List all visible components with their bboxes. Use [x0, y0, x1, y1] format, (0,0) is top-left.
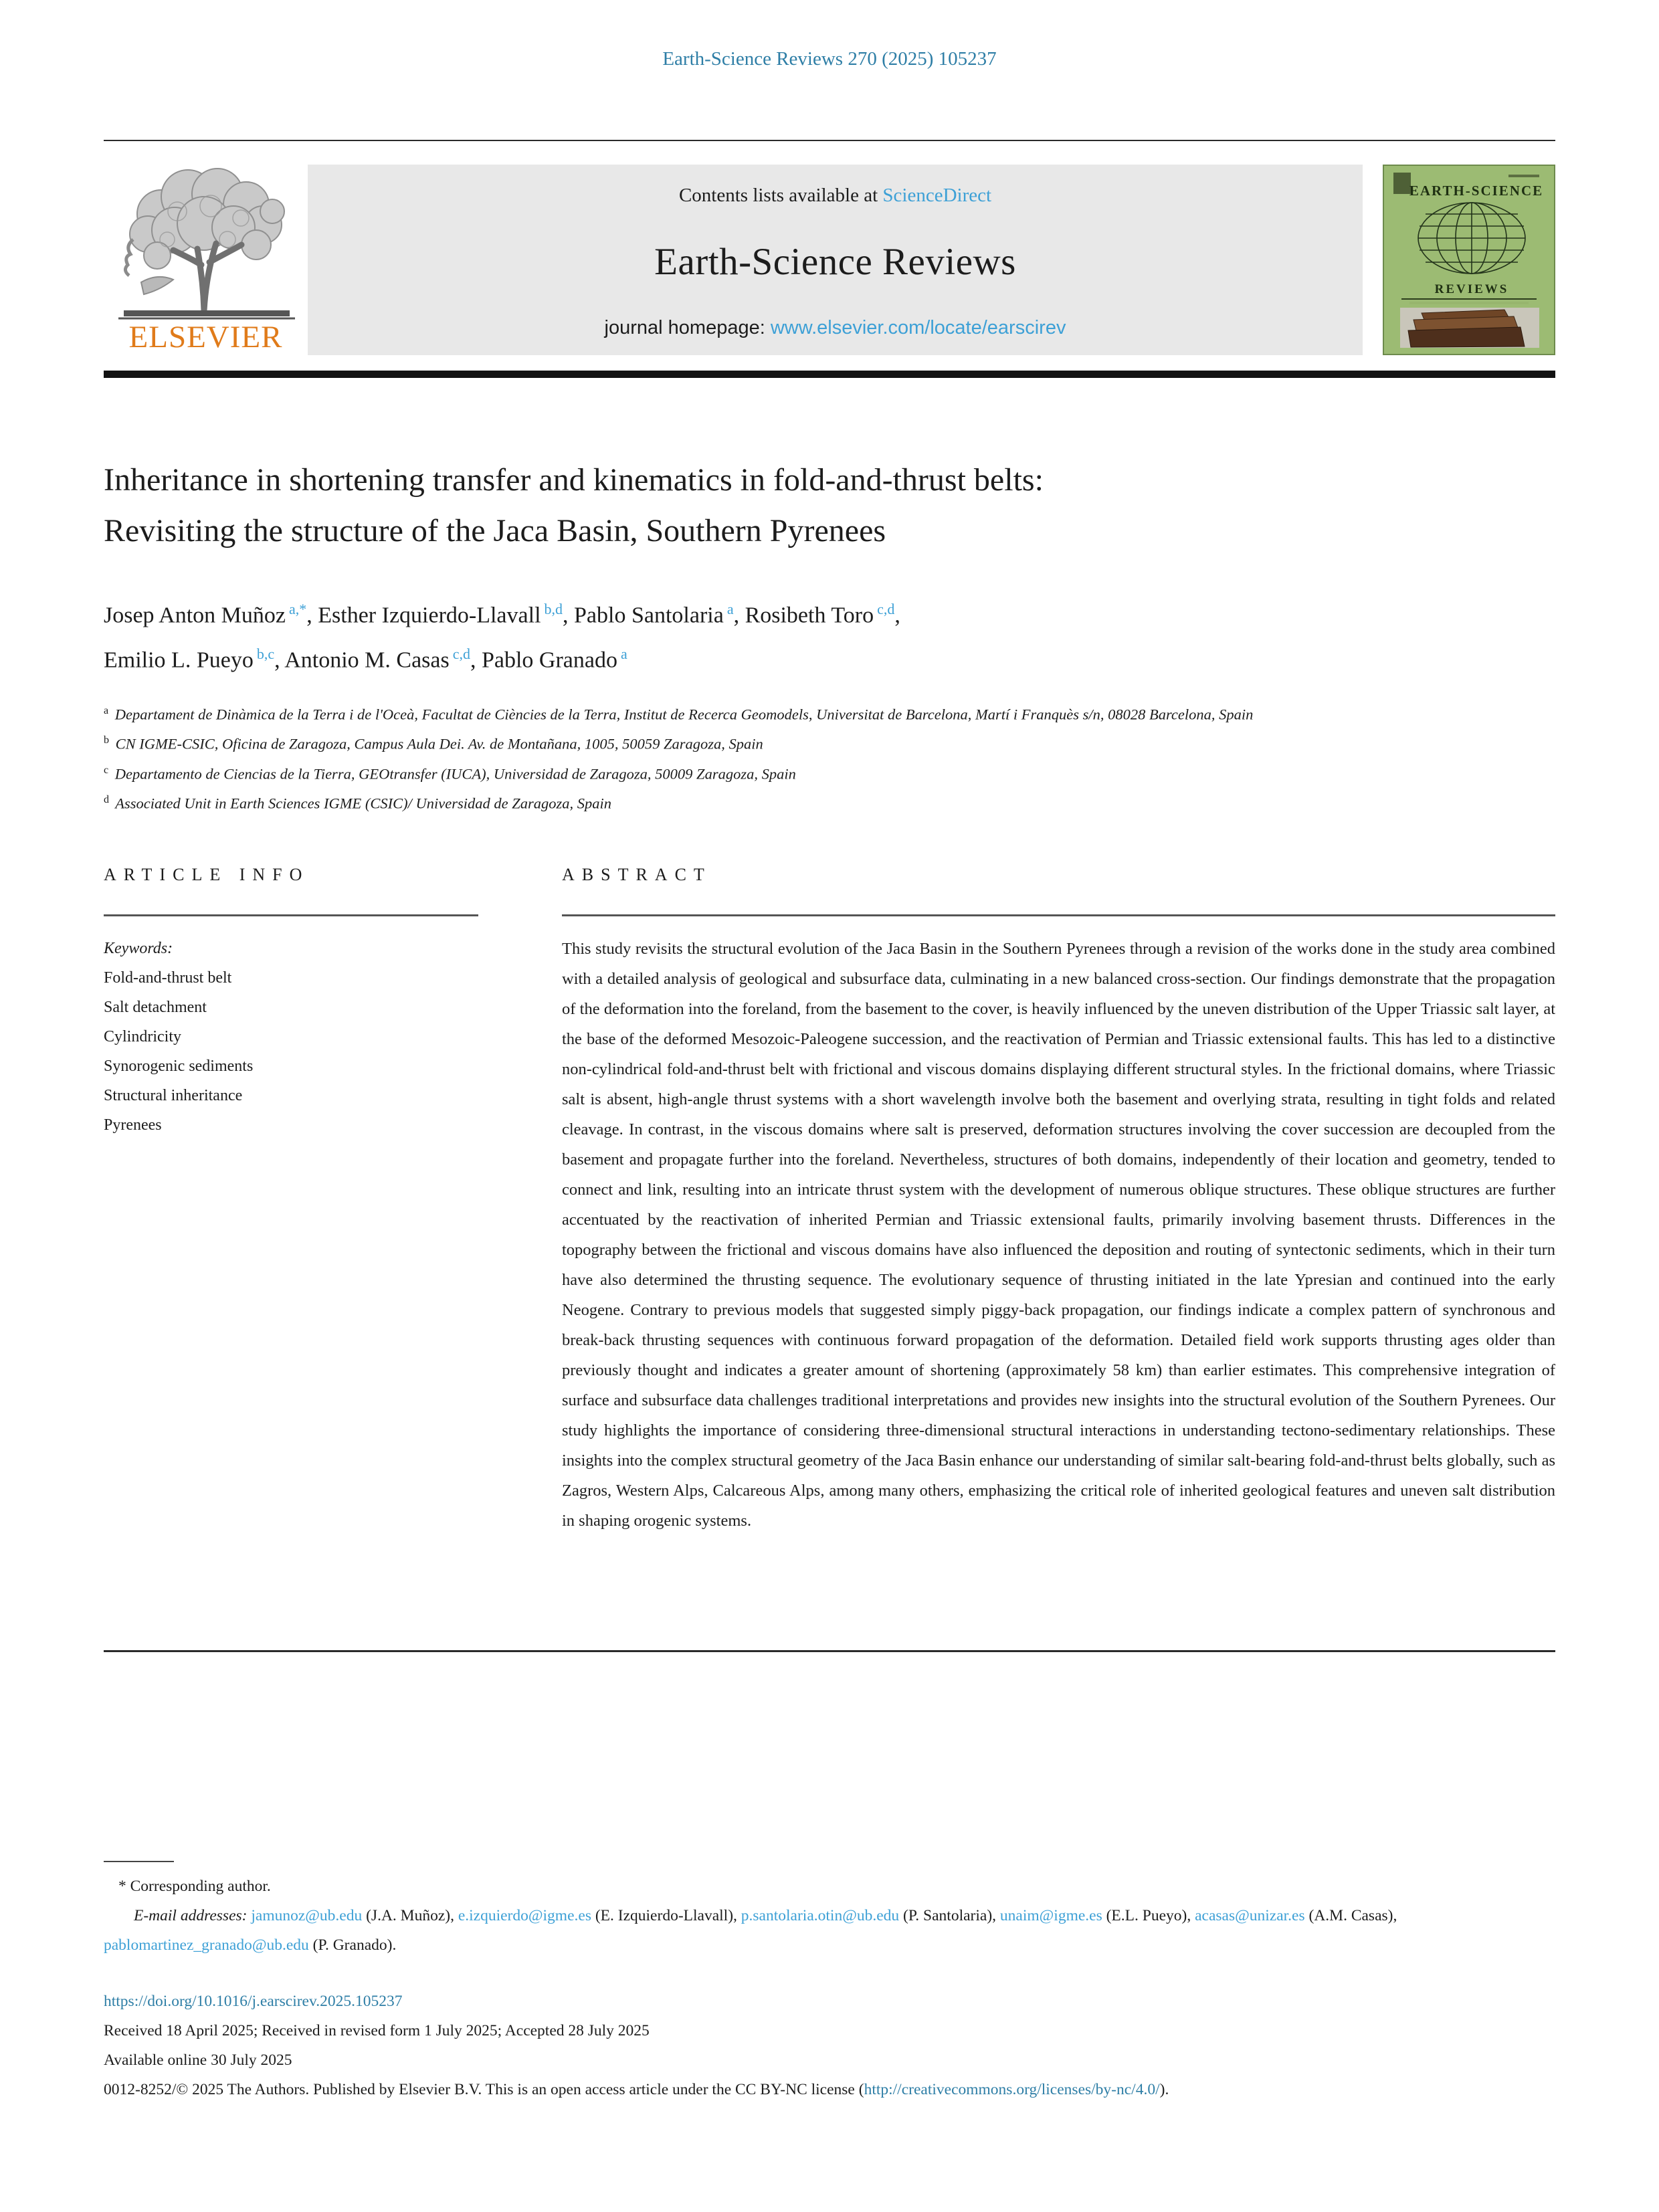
keywords-label: Keywords:: [104, 939, 173, 957]
affiliation-marker: d: [104, 794, 109, 806]
cover-rock-photo: [1400, 308, 1539, 348]
doi-line: [104, 1987, 1555, 2016]
footnotes-section: [104, 1861, 1555, 2104]
keyword-item: Synorogenic sediments: [104, 1057, 254, 1075]
email-label: E-mail addresses:: [134, 1906, 248, 1924]
author-separator: ,: [274, 647, 285, 673]
contents-prefix: Contents lists available at: [678, 185, 883, 206]
affiliation-marker: b: [104, 734, 109, 746]
doi-link[interactable]: https://doi.org/10.1016/j.earscirev.2025.105237: [104, 1992, 403, 2010]
author-line: [104, 590, 1555, 635]
copyright-line: [104, 2075, 1555, 2104]
email-owner: (P. Santolaria),: [899, 1906, 1000, 1924]
article-info-heading: ARTICLE INFO: [104, 864, 310, 884]
copyright-text: 0012-8252/© 2025 The Authors. Published by Elsevier B.V. This is an open access article under the CC BY-NC license (: [104, 2080, 864, 2098]
contents-line: [679, 185, 991, 207]
received-dates: Received 18 April 2025; Received in revised form 1 July 2025; Accepted 28 July 2025: [104, 2021, 650, 2039]
email-link[interactable]: e.izquierdo@igme.es: [458, 1906, 591, 1924]
cover-title-top: EARTH-SCIENCE: [1409, 183, 1544, 199]
author-name: Esther Izquierdo-Llavall: [318, 603, 541, 628]
abstract-heading: ABSTRACT: [562, 864, 712, 884]
header-top-rule: [104, 140, 1555, 141]
journal-banner: [104, 165, 1555, 355]
email-link[interactable]: acasas@unizar.es: [1195, 1906, 1305, 1924]
keyword-list: [104, 963, 478, 1140]
homepage-prefix: journal homepage:: [604, 317, 771, 338]
footnote-rule: [104, 1861, 174, 1862]
article-title-line2: Revisiting the structure of the Jaca Basin, Southern Pyrenees: [104, 513, 886, 548]
author-name: Pablo Granado: [481, 647, 617, 673]
article-info-column: [104, 865, 478, 1140]
author-superscript: a: [726, 601, 734, 617]
author-separator: ,: [894, 603, 900, 628]
journal-cover-art: [1383, 165, 1555, 355]
author-name: Rosibeth Toro: [745, 603, 874, 628]
cover-mini-logo: [1393, 173, 1411, 194]
abstract-column: [562, 865, 1555, 1536]
keyword-item: Pyrenees: [104, 1116, 162, 1134]
keyword-item: Structural inheritance: [104, 1086, 243, 1104]
author-superscript: a: [621, 645, 627, 663]
author-superscript: c,d: [452, 645, 470, 663]
affiliation-list: [104, 698, 1555, 817]
homepage-line: [605, 317, 1066, 339]
author-separator: ,: [733, 603, 745, 628]
affiliation-item: [104, 727, 1555, 757]
author-superscript: b,d: [544, 601, 563, 617]
author-separator: ,: [563, 603, 575, 628]
author-separator: ,: [306, 603, 318, 628]
author-name: Emilio L. Pueyo: [104, 647, 254, 673]
email-owner: (A.M. Casas),: [1304, 1906, 1397, 1924]
affiliation-marker: a: [104, 704, 109, 716]
abstract-rule: [562, 914, 1555, 916]
email-addresses: [104, 1901, 1555, 1960]
journal-header-panel: [308, 165, 1363, 355]
affiliation-text: Departamento de Ciencias de la Tierra, GEOtransfer (IUCA), Universidad de Zaragoza, 50009 Zaragoza, Spain: [111, 765, 796, 783]
email-link[interactable]: jamunoz@ub.edu: [251, 1906, 363, 1924]
sciencedirect-link[interactable]: ScienceDirect: [882, 185, 992, 206]
affiliation-marker: c: [104, 764, 109, 776]
license-link[interactable]: http://creativecommons.org/licenses/by-nc/4.0/: [864, 2080, 1160, 2098]
affiliation-text: CN IGME-CSIC, Oficina de Zaragoza, Campus Aula Dei. Av. de Montañana, 1005, 50059 Zaragoza, Spain: [112, 735, 763, 752]
author-name: Josep Anton Muñoz: [104, 603, 286, 628]
author-separator: ,: [470, 647, 482, 673]
journal-homepage-link[interactable]: www.elsevier.com/locate/earscirev: [770, 317, 1066, 338]
author-line: [104, 635, 1555, 680]
author-name: Antonio M. Casas: [284, 647, 450, 673]
journal-title: Earth-Science Reviews: [654, 241, 1016, 283]
cover-globe-icon: [1418, 203, 1525, 274]
abstract-bottom-rule: [104, 1650, 1555, 1652]
keyword-item: Cylindricity: [104, 1027, 181, 1045]
author-superscript: b,c: [256, 645, 275, 663]
author-list: [104, 590, 1555, 680]
corresponding-author-note: * Corresponding author.: [118, 1877, 271, 1895]
elsevier-wordmark: ELSEVIER: [128, 320, 283, 355]
article-title-line1: Inheritance in shortening transfer and kinematics in fold-and-thrust belts:: [104, 462, 1044, 498]
author-name: Pablo Santolaria: [574, 603, 724, 628]
elsevier-tree-icon: [104, 165, 308, 320]
affiliation-item: [104, 757, 1555, 787]
abstract-text: This study revisits the structural evolution of the Jaca Basin in the Southern Pyrenees through a revision of the works done in the study area combined with a detailed analysis of geological and subsurface data, culminating in a new balanced cross-section. Our findings demonstrate that the propagation of the deformation into the foreland, from the basement to the cover, is heavily influenced by the uneven distribution of the Upper Triassic salt layer, at the base of the deformed Mesozoic-Paleogene succession, and the reactivation of Permian and Triassic extensional faults. This has led to a distinctive non-cylindrical fold-and-thrust belt with frictional and viscous domains displaying different structural styles. In the frictional domains, where Triassic salt is absent, high-angle thrust systems with a short wavelength involve both the basement and overlying strata, resulting in tight folds and related cleavage. In contrast, in the viscous domains where salt is preserved, deformation structures involving the cover succession are decoupled from the basement and propagate further into the foreland. Nevertheless, structures of both domains, independently of their location and geometry, tended to connect and link, resulting into an intricate thrust system with the development of numerous oblique structures. These oblique structures are further accentuated by the reactivation of inherited Permian and Triassic extensional faults, primarily involving basement thrusts. Differences in the topography between the frictional and viscous domains have also influenced the deposition and routing of syntectonic sediments, which in their turn have also determined the thrusting sequence. The evolutionary sequence of thrusting initiated in the late Ypresian and continued into the early Neogene. Contrary to previous models that suggested simply piggy-back propagation, our findings indicate a complex pattern of synchronous and break-back thrusting sequences with continuous forward propagation of the deformation. Detailed field work supports thrusting ages older than previously thought and indicates a greater amount of shortening (approximately 58 km) than earlier estimates. This comprehensive integration of surface and subsurface data challenges traditional interpretations and provides new insights into the structural evolution of the Southern Pyrenees. Our study highlights the importance of considering three-dimensional structural interactions in understanding tectono-sedimentary relationships. These insights into the complex structural geometry of the Jaca Basin enhance our understanding of similar salt-bearing fold-and-thrust belts globally, such as Zagros, Western Alps, Calcareous Alps, among many others, emphasizing the critical role of inherited geological features and uneven salt distribution in shaping orogenic systems.: [562, 939, 1555, 1530]
affiliation-text: Departament de Dinàmica de la Terra i de l'Oceà, Facultat de Ciències de la Terra, Institut de Recerca Geomodels, Universitat de Barcelona, Martí i Franquès s/n, 08028 Barcelona, Spain: [111, 706, 1254, 723]
journal-citation: Earth-Science Reviews 270 (2025) 105237: [662, 48, 997, 70]
affiliation-item: [104, 698, 1555, 728]
cover-title-bottom: REVIEWS: [1434, 282, 1509, 296]
info-abstract-section: [104, 865, 1555, 1627]
article-title: [104, 455, 1555, 557]
article-info-rule: [104, 914, 478, 916]
email-owner: (E. Izquierdo-Llavall),: [591, 1906, 741, 1924]
affiliation-text: Associated Unit in Earth Sciences IGME (CSIC)/ Universidad de Zaragoza, Spain: [112, 795, 612, 812]
email-link[interactable]: pablomartinez_granado@ub.edu: [104, 1936, 309, 1954]
email-owner: (P. Granado).: [308, 1936, 397, 1954]
email-link[interactable]: unaim@igme.es: [999, 1906, 1102, 1924]
copyright-suffix: ).: [1159, 2080, 1169, 2098]
email-link[interactable]: p.santolaria.otin@ub.edu: [741, 1906, 900, 1924]
header-divider-bar: [104, 371, 1555, 378]
available-online: Available online 30 July 2025: [104, 2051, 292, 2069]
affiliation-item: [104, 787, 1555, 817]
elsevier-logo: [104, 165, 308, 355]
email-owner: (J.A. Muñoz),: [362, 1906, 458, 1924]
author-superscript: a,*: [289, 601, 307, 617]
keyword-item: Fold-and-thrust belt: [104, 969, 232, 987]
author-superscript: c,d: [877, 601, 895, 617]
email-owner: (E.L. Pueyo),: [1102, 1906, 1195, 1924]
journal-cover-thumbnail[interactable]: [1383, 165, 1555, 355]
keyword-item: Salt detachment: [104, 998, 207, 1016]
